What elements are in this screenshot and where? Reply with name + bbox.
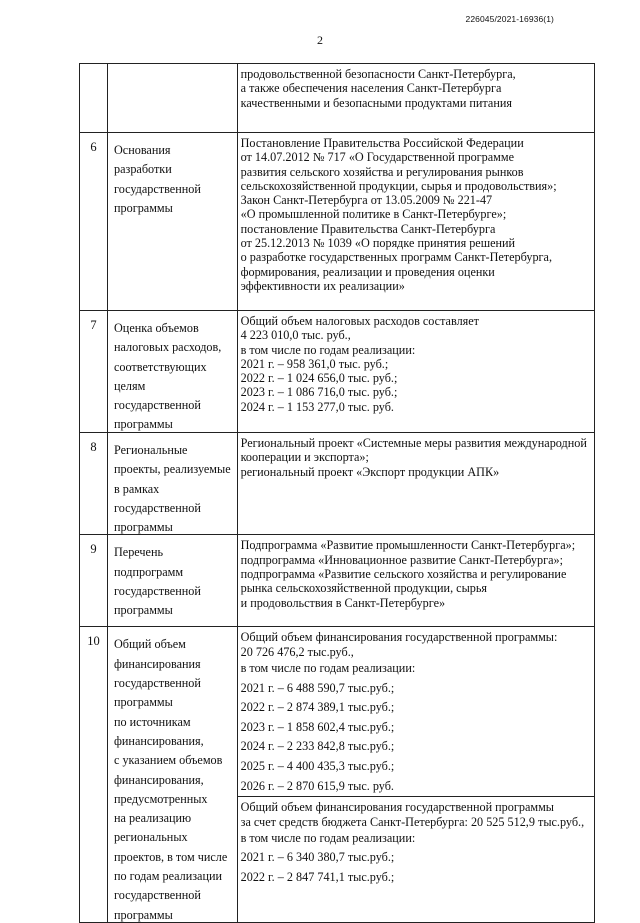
value-line: 2022 г. – 1 024 656,0 тыс. руб.; bbox=[240, 371, 398, 386]
row-value-cell bbox=[237, 133, 594, 311]
value-line: Общий объем финансирования государственной программы: bbox=[240, 630, 558, 645]
value-line: «О промышленной политике в Санкт-Петербурге»; bbox=[240, 207, 507, 222]
value-line: 2024 г. – 1 153 277,0 тыс. руб. bbox=[240, 399, 394, 414]
label-line: по годам реализации bbox=[114, 869, 223, 884]
table-row bbox=[80, 535, 595, 627]
label-line: Общий объем bbox=[114, 637, 186, 652]
value-line: и продовольствия в Санкт-Петербурге» bbox=[240, 595, 446, 610]
program-passport-table bbox=[79, 63, 595, 923]
label-line: разработки bbox=[114, 162, 172, 177]
row-label-cell bbox=[108, 64, 238, 133]
label-line: программы bbox=[114, 907, 173, 922]
value-line: подпрограмма «Развитие сельского хозяйства и регулирование bbox=[240, 567, 567, 582]
total-financing-block bbox=[238, 627, 594, 796]
label-line: целям bbox=[114, 378, 146, 393]
value-line: за счет средств бюджета Санкт-Петербурга: 20 525 512,9 тыс.руб., bbox=[240, 814, 585, 829]
value-line: рынка сельскохозяйственной продукции, сырья bbox=[240, 581, 488, 596]
year-amount: 2026 г. – 2 870 615,9 тыс. руб. bbox=[240, 778, 394, 793]
row-value-cell bbox=[237, 627, 594, 922]
value-line: 2023 г. – 1 086 716,0 тыс. руб.; bbox=[240, 385, 398, 400]
table-row bbox=[80, 133, 595, 311]
label-line: проекты, реализуемые bbox=[114, 462, 231, 477]
value-line: Закон Санкт-Петербурга от 13.05.2009 № 221-47 bbox=[240, 193, 493, 208]
value-line: продовольственной безопасности Санкт-Петербурга, bbox=[240, 67, 516, 81]
label-line: программы bbox=[114, 520, 173, 535]
label-line: Оценка объемов bbox=[114, 321, 199, 335]
row-label-cell bbox=[108, 433, 238, 535]
value-line: а также обеспечения населения Санкт-Петербурга bbox=[240, 81, 502, 96]
year-amount: 2021 г. – 6 488 590,7 тыс.руб.; bbox=[240, 680, 395, 695]
value-line: от 25.12.2013 № 1039 «О порядке принятия решений bbox=[240, 236, 516, 251]
row-value-cell bbox=[237, 311, 594, 433]
row-number-cell bbox=[80, 133, 108, 311]
label-line: финансирования bbox=[114, 656, 201, 671]
row-label-cell bbox=[108, 627, 238, 922]
label-line: на реализацию bbox=[114, 811, 192, 826]
value-line: развития сельского хозяйства и регулирования рынков bbox=[240, 164, 524, 179]
row-value-cell bbox=[237, 433, 594, 535]
row-number-cell bbox=[80, 627, 108, 922]
value-line: Общий объем финансирования государственной программы bbox=[240, 800, 554, 815]
label-line: программы bbox=[114, 695, 173, 710]
label-line: государственной bbox=[114, 500, 201, 515]
label-line: соответствующих bbox=[114, 359, 207, 374]
row-label-cell bbox=[108, 311, 238, 433]
row-number: 9 bbox=[90, 542, 97, 557]
value-line: сельскохозяйственной продукции, сырья и продовольствия»; bbox=[240, 178, 557, 193]
row-label-cell bbox=[108, 535, 238, 627]
budget-financing-block bbox=[238, 796, 594, 887]
label-line: государственной bbox=[114, 398, 201, 413]
value-line: о разработке государственных программ Санкт-Петербурга, bbox=[240, 250, 552, 265]
table-row bbox=[80, 433, 595, 535]
label-line: программы bbox=[114, 200, 173, 215]
value-line: 20 726 476,2 тыс.руб., bbox=[240, 644, 354, 659]
value-line: от 14.07.2012 № 717 «О Государственной программе bbox=[240, 150, 514, 165]
value-line: Региональный проект «Системные меры развития международной bbox=[240, 436, 587, 450]
year-amount: 2024 г. – 2 233 842,8 тыс.руб.; bbox=[240, 739, 395, 754]
by-year-caption: в том числе по годам реализации: bbox=[240, 830, 416, 845]
label-line: с указанием объемов bbox=[114, 753, 223, 768]
value-line: постановление Правительства Санкт-Петербурга bbox=[240, 221, 496, 236]
value-line: подпрограмма «Инновационное развитие Санкт-Петербурга»; bbox=[240, 552, 563, 567]
page-number: 2 bbox=[317, 33, 323, 47]
value-line: Постановление Правительства Российской Федерации bbox=[240, 136, 524, 150]
label-line: Основания bbox=[114, 143, 171, 157]
label-line: государственной bbox=[114, 676, 201, 691]
label-line: в рамках bbox=[114, 481, 160, 496]
year-amount: 2021 г. – 6 340 380,7 тыс.руб.; bbox=[240, 850, 395, 865]
value-line: 4 223 010,0 тыс. руб., bbox=[240, 328, 351, 343]
year-amount: 2023 г. – 1 858 602,4 тыс.руб.; bbox=[240, 719, 395, 734]
row-number-cell bbox=[80, 64, 108, 133]
value-line: в том числе по годам реализации: bbox=[240, 342, 416, 357]
row-number-cell bbox=[80, 433, 108, 535]
table-row bbox=[80, 311, 595, 433]
label-line: по источникам bbox=[114, 714, 191, 729]
label-line: предусмотренных bbox=[114, 791, 208, 806]
label-line: государственной bbox=[114, 584, 201, 599]
label-line: государственной bbox=[114, 181, 201, 196]
value-line: эффективности их реализации» bbox=[240, 278, 405, 293]
row-number: 8 bbox=[90, 440, 97, 454]
year-amount: 2025 г. – 4 400 435,3 тыс.руб.; bbox=[240, 759, 395, 774]
label-line: программы bbox=[114, 603, 173, 618]
label-line: подпрограмм bbox=[114, 564, 184, 579]
value-line: региональный проект «Экспорт продукции АПК» bbox=[240, 464, 500, 479]
value-line: кооперации и экспорта»; bbox=[240, 450, 369, 465]
table-row-financing bbox=[80, 627, 595, 922]
row-number: 10 bbox=[87, 634, 100, 649]
year-amount: 2022 г. – 2 847 741,1 тыс.руб.; bbox=[240, 870, 395, 885]
year-amount: 2022 г. – 2 874 389,1 тыс.руб.; bbox=[240, 700, 395, 715]
label-line: региональных bbox=[114, 830, 188, 845]
row-value-cell bbox=[237, 535, 594, 627]
row-number: 6 bbox=[90, 140, 97, 154]
value-line: формирования, реализации и проведения оценки bbox=[240, 264, 495, 279]
table-row bbox=[80, 64, 595, 133]
label-line: программы bbox=[114, 417, 173, 432]
row-label-cell bbox=[108, 133, 238, 311]
label-line: государственной bbox=[114, 888, 201, 903]
by-year-caption: в том числе по годам реализации: bbox=[240, 661, 416, 676]
label-line: финансирования, bbox=[114, 733, 204, 748]
document-id: 226045/2021-16936(1) bbox=[465, 14, 554, 24]
label-line: Региональные bbox=[114, 443, 188, 457]
label-line: проектов, в том числе bbox=[114, 849, 228, 864]
label-line: Перечень bbox=[114, 545, 164, 560]
value-line: Общий объем налоговых расходов составляет bbox=[240, 314, 479, 328]
label-line: финансирования, bbox=[114, 772, 204, 787]
row-number bbox=[80, 64, 107, 71]
value-line: Подпрограмма «Развитие промышленности Санкт-Петербурга»; bbox=[240, 538, 576, 553]
row-number-cell bbox=[80, 311, 108, 433]
value-line: качественными и безопасными продуктами питания bbox=[240, 95, 512, 110]
row-value-cell bbox=[237, 64, 594, 133]
label-line: налоговых расходов, bbox=[114, 340, 222, 355]
row-number: 7 bbox=[90, 318, 97, 332]
value-line: 2021 г. – 958 361,0 тыс. руб.; bbox=[240, 356, 389, 371]
row-number-cell bbox=[80, 535, 108, 627]
